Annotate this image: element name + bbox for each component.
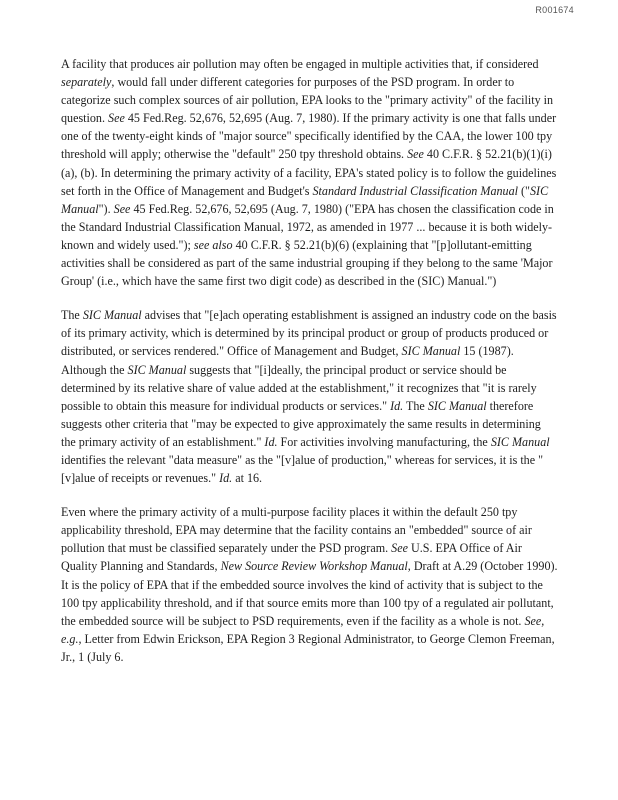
text-run: at 16. — [232, 471, 263, 486]
italic-text-run: SIC Manual — [427, 398, 487, 413]
text-run: 40 C.F.R. § 52.21(b)(1)(i)(a), (b). In determining the primary activity of a facility, EPA's stated policy is to follow the guidelines set forth in the Office of Management and Budget's — [61, 147, 557, 198]
text-run: therefore suggests other criteria that "may be expected to give approximately the same results in determining the primary activity of an establishment." — [61, 398, 541, 449]
italic-text-run: Id. — [390, 398, 404, 413]
italic-text-run: See — [113, 201, 131, 216]
italic-text-run: See — [391, 541, 408, 556]
text-run: The — [403, 398, 428, 413]
italic-text-run: SIC Manual — [61, 183, 549, 216]
italic-text-run: See — [108, 111, 125, 126]
text-run: A facility that produces air pollution may often be engaged in multiple activities that, if considered — [61, 57, 539, 71]
text-run: Letter from Edwin Erickson, EPA Region 3 Regional Administrator, to George Clemon Freeman, Jr., 1 (July 6. — [61, 631, 555, 664]
text-run: suggests that "[i]deally, the principal product or service should be determined by its relative share of value added at the establishment," it recognizes that "it is rarely possible to obtain this measure for individual products or services." — [61, 362, 537, 413]
italic-text-run: New Source Review Workshop Manual — [220, 559, 408, 574]
text-run: 45 Fed.Reg. 52,676, 52,695 (Aug. 7, 1980). If the primary activity is one that falls under one of the twenty-eight kinds of "major source" specifically identified by the CAA, the lower 100 tpy threshold will apply; otherwise the "default" 250 tpy threshold obtains. — [61, 111, 557, 162]
text-run: identifies the relevant "data measure" as the "[v]alue of production," whereas for services, it is the "[v]alue of receipts or revenues." — [61, 452, 544, 486]
italic-text-run: Standard Industrial Classification Manual — [312, 183, 518, 198]
text-run: U.S. EPA Office of Air Quality Planning and Standards, — [61, 541, 522, 574]
paragraph — [61, 55, 558, 290]
page-identifier: R001674 — [535, 5, 574, 15]
text-run: (" — [518, 183, 530, 198]
italic-text-run: see also — [193, 237, 233, 252]
text-run: 40 C.F.R. § 52.21(b)(6) (explaining that "[p]ollutant-emitting activities shall be considered as part of the same industrial grouping if they belong to the same 'Major Group' (i.e., which have the same first two digit code) as described in the (SIC) Manual.") — [61, 237, 553, 289]
italic-text-run: See — [407, 147, 424, 162]
italic-text-run: SIC Manual — [127, 362, 187, 377]
text-run: 15 (1987). Although the — [61, 344, 514, 377]
text-run: , would fall under different categories for purposes of the PSD program. In order to categorize such complex sources of air pollution, EPA looks to the "primary activity" of the facility in question. — [61, 75, 554, 126]
italic-text-run: Id. — [219, 471, 233, 486]
document-body — [61, 55, 558, 682]
italic-text-run: SIC Manual — [490, 434, 550, 449]
italic-text-run: Id. — [264, 434, 278, 449]
text-run: For activities involving manufacturing, the — [277, 434, 491, 449]
text-run: 45 Fed.Reg. 52,676, 52,695 (Aug. 7, 1980) ("EPA has chosen the classification code in the Standard Industrial Classification Manual, 1972, as amended in 1977 ... because it is both widely-known and widely used."); — [61, 201, 554, 252]
italic-text-run: SIC Manual — [82, 308, 142, 323]
italic-text-run: SIC Manual — [401, 344, 461, 359]
text-run: The — [61, 308, 83, 323]
text-run: Even where the primary activity of a multi-purpose facility places it within the default 250 tpy applicability threshold, EPA may determine that the facility contains an "embedded" source of air pollution that must be classified separately under the PSD program. — [61, 505, 532, 556]
text-run: , Draft at A.29 (October 1990). It is the policy of EPA that if the embedded source involves the kind of activity that is subject to the 100 tpy applicability threshold, and if that source emits more than 100 tpy of a regulated air pollutant, the embedded source will be subject to PSD requirements, even if the facility as a whole is not. — [61, 559, 558, 628]
paragraph — [61, 306, 558, 487]
text-run: advises that "[e]ach operating establishment is assigned an industry code on the basis of its primary activity, which is determined by its principal product or group of products produced or distributed, or services rendered." Office of Management and Budget, — [61, 308, 557, 359]
italic-text-run: See, e.g., — [61, 613, 545, 646]
italic-text-run: separately — [61, 75, 112, 90]
text-run: "). — [98, 201, 114, 216]
paragraph — [61, 503, 558, 666]
